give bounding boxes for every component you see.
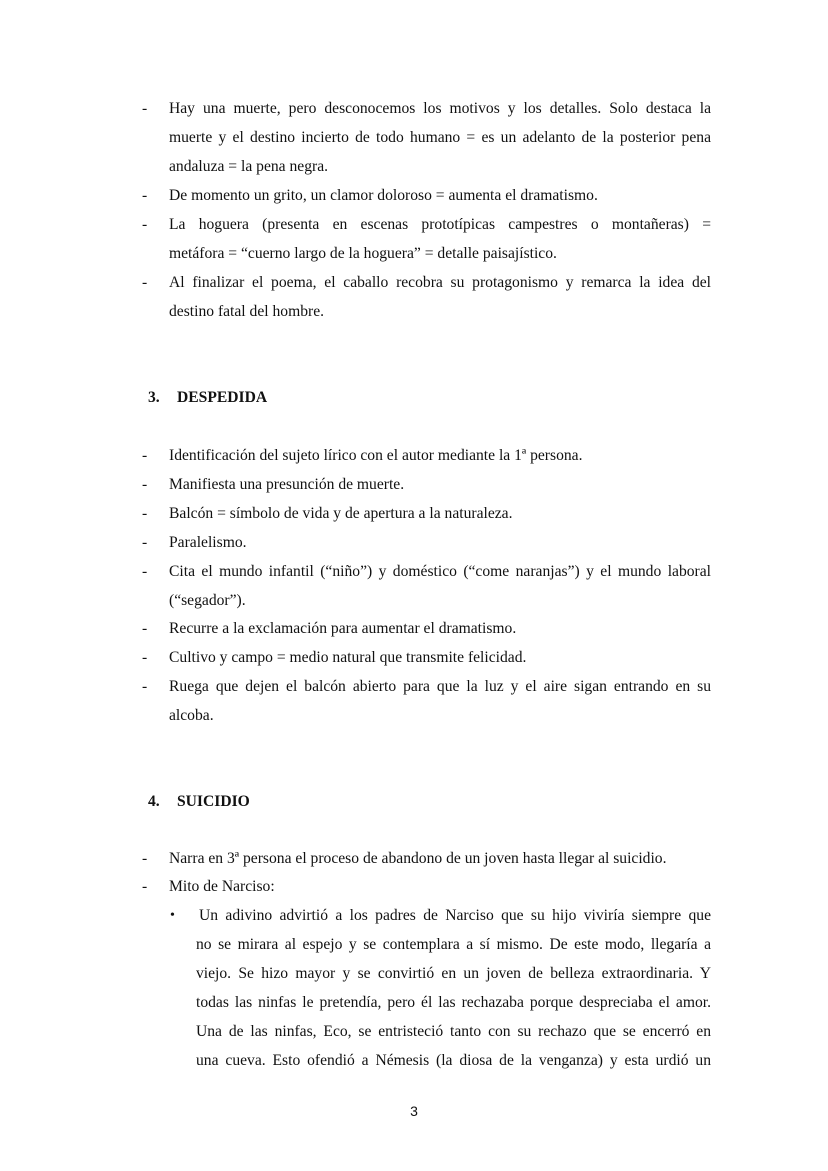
list-item-line: Cita el mundo infantil (“niño”) y doméstico (“come naranjas”) y el mundo laboral [169, 563, 711, 580]
list-item-line: Narra en 3ª persona el proceso de abandono de un joven hasta llegar al suicidio. [169, 850, 667, 867]
list-dash: - [142, 878, 148, 895]
bullet-line: Una de las ninfas, Eco, se entristeció tanto con su rechazo que se encerró en [196, 1023, 711, 1040]
list-dash: - [142, 850, 148, 867]
list-dash: - [142, 620, 148, 637]
list-item-line: Ruega que dejen el balcón abierto para que la luz y el aire sigan entrando en su [169, 678, 711, 695]
list-item-line: Mito de Narciso: [169, 878, 275, 895]
list-item-line: (“segador”). [169, 592, 246, 609]
list-item-line: La hoguera (presenta en escenas prototípicas campestres o montañeras) = [169, 216, 711, 233]
list-item-line: destino fatal del hombre. [169, 303, 325, 320]
list-item-line: Recurre a la exclamación para aumentar el dramatismo. [169, 620, 517, 637]
list-dash: - [142, 678, 148, 695]
list-dash: - [142, 187, 148, 204]
list-item-line: De momento un grito, un clamor doloroso = aumenta el dramatismo. [169, 187, 598, 204]
list-item-line: Manifiesta una presunción de muerte. [169, 476, 405, 493]
bullet-line: no se mirara al espejo y se contemplara a sí mismo. De este modo, llegaría a [196, 936, 711, 953]
bullet-line: todas las ninfas le pretendía, pero él las rechazaba porque despreciaba el amor. [196, 994, 711, 1011]
list-dash: - [142, 505, 148, 522]
list-item-line: metáfora = “cuerno largo de la hoguera” = detalle paisajístico. [169, 245, 557, 262]
list-item-line: muerte y el destino incierto de todo humano = es un adelanto de la posterior pena [169, 129, 711, 146]
list-item-line: Al finalizar el poema, el caballo recobra su protagonismo y remarca la idea del [169, 274, 711, 291]
bullet-line: viejo. Se hizo mayor y se convirtió en un joven de belleza extraordinaria. Y [196, 965, 711, 982]
list-dash: - [142, 563, 148, 580]
section-number: 4. [148, 793, 160, 810]
list-dash: - [142, 447, 148, 464]
list-dash: - [142, 100, 148, 117]
list-item-line: Hay una muerte, pero desconocemos los motivos y los detalles. Solo destaca la [169, 100, 711, 117]
bullet-icon: • [170, 908, 175, 923]
list-item-line: Identificación del sujeto lírico con el autor mediante la 1ª persona. [169, 447, 583, 464]
page-number: 3 [410, 1103, 418, 1119]
list-item-line: Paralelismo. [169, 534, 247, 551]
section-heading: SUICIDIO [177, 793, 250, 810]
list-item-line: Cultivo y campo = medio natural que transmite felicidad. [169, 649, 527, 666]
list-dash: - [142, 274, 148, 291]
list-item-line: andaluza = la pena negra. [169, 158, 329, 175]
list-item-line: alcoba. [169, 707, 214, 724]
bullet-line: Un adivino advirtió a los padres de Narciso que su hijo viviría siempre que [199, 907, 711, 924]
list-dash: - [142, 649, 148, 666]
list-dash: - [142, 534, 148, 551]
list-dash: - [142, 216, 148, 233]
section-heading: DESPEDIDA [177, 389, 268, 406]
section-number: 3. [148, 389, 160, 406]
bullet-line: una cueva. Esto ofendió a Némesis (la diosa de la venganza) y esta urdió un [196, 1052, 711, 1069]
list-item-line: Balcón = símbolo de vida y de apertura a la naturaleza. [169, 505, 513, 522]
list-dash: - [142, 476, 148, 493]
